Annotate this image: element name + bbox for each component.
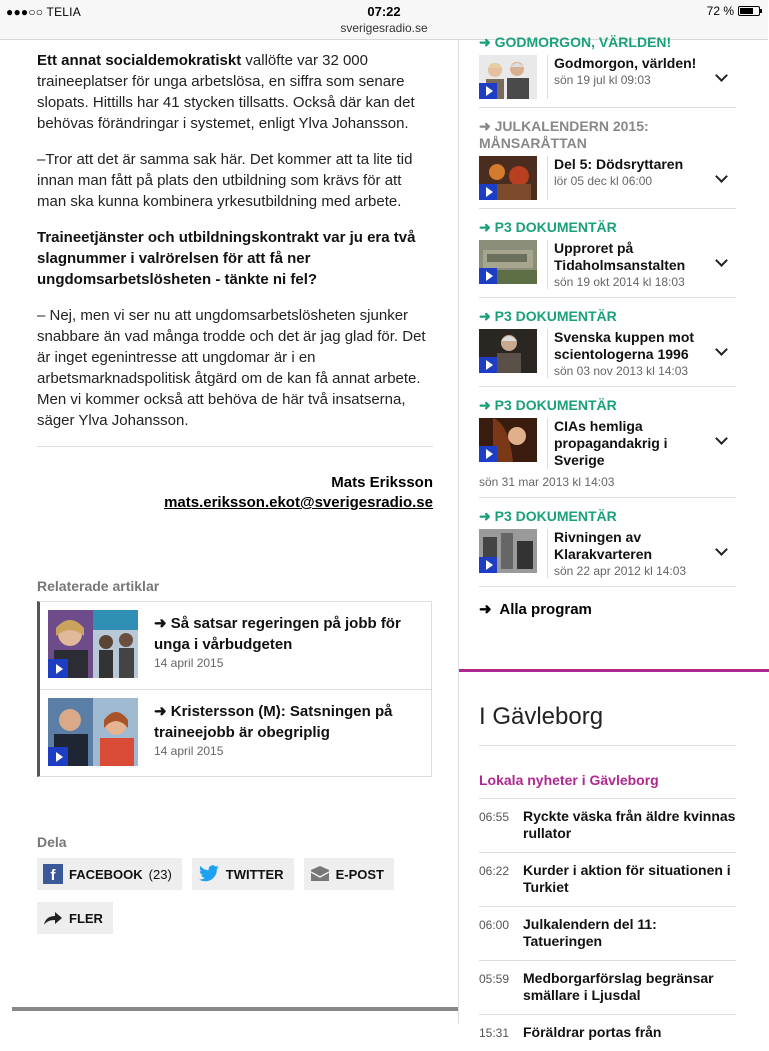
facebook-share-button[interactable]: f FACEBOOK (23) xyxy=(37,858,182,890)
news-item[interactable] xyxy=(479,853,736,907)
program-card[interactable] xyxy=(479,387,736,498)
news-headline[interactable]: Julkalendern del 11: Tatueringen xyxy=(523,916,657,949)
divider xyxy=(37,446,433,447)
program-card[interactable] xyxy=(479,498,736,587)
clock: 07:22 xyxy=(367,4,401,19)
program-date: sön 31 mar 2013 kl 14:03 xyxy=(479,475,615,489)
chevron-down-icon[interactable] xyxy=(715,432,728,445)
news-time: 15:31 xyxy=(479,1026,510,1040)
program-title[interactable]: Del 5: Dödsryttaren xyxy=(554,156,684,172)
news-headline[interactable]: Kurder i aktion för situationen i Turkiet xyxy=(523,862,731,895)
program-title[interactable]: CIAs hemliga propagandakrig i Sverige xyxy=(554,418,668,468)
play-icon[interactable] xyxy=(479,184,497,200)
battery-indicator xyxy=(707,4,760,18)
related-article[interactable] xyxy=(40,689,431,776)
program-title[interactable]: Svenska kuppen mot scientologerna 1996 xyxy=(554,329,695,362)
program-category[interactable]: ➜ P3 DOKUMENTÄR xyxy=(479,397,617,413)
url-bar[interactable]: sverigesradio.se xyxy=(340,21,428,35)
news-time: 05:59 xyxy=(479,972,510,986)
program-thumbnail[interactable] xyxy=(479,529,537,573)
news-time: 06:55 xyxy=(479,810,510,824)
related-date: 14 april 2015 xyxy=(154,656,224,670)
news-time: 06:22 xyxy=(479,864,510,878)
program-card[interactable] xyxy=(479,209,736,298)
share-title: Dela xyxy=(37,834,67,850)
twitter-share-button[interactable]: TWITTER xyxy=(192,858,294,890)
article-column xyxy=(0,40,458,1024)
program-title[interactable]: Upproret på Tidaholmsanstalten xyxy=(554,240,686,273)
program-thumbnail[interactable] xyxy=(479,418,537,462)
program-thumbnail[interactable] xyxy=(479,156,537,200)
news-item[interactable] xyxy=(479,961,736,1015)
play-icon[interactable] xyxy=(48,747,68,766)
program-category[interactable]: ➜ P3 DOKUMENTÄR xyxy=(479,219,617,235)
share-buttons xyxy=(37,858,417,934)
carrier-label: ●●●○○ TELIA xyxy=(6,5,81,19)
related-thumbnail[interactable] xyxy=(48,610,138,678)
all-programs-link[interactable]: ➜ Alla program xyxy=(479,601,592,618)
article-paragraph-4: – Nej, men vi ser nu att ungdomsarbetslösheten sjunker snabbare än vad många trodde och det är jag glad för. Det är inget egenintresse att ungdomar är i en arbetsmarknadspolitisk åtgärd om de kan få annat arbete. Men vi kommer också att behöva de här två insatserna, säger Ylva Johansson. xyxy=(37,307,426,429)
program-category[interactable]: ➜ JULKALENDERN 2015: MÅNSARÅTTAN xyxy=(479,118,649,151)
facebook-count: (23) xyxy=(148,866,172,882)
facebook-icon: f xyxy=(43,864,63,884)
article-paragraph-2: –Tror att det är samma sak här. Det kommer att ta lite tid innan man fått på plats den utbildning som krävs för att man ska kunna kombinera yrkesutbildning med arbete. xyxy=(37,151,413,210)
related-thumbnail[interactable] xyxy=(48,698,138,766)
news-headline[interactable]: Föräldrar portas från xyxy=(523,1024,662,1040)
program-category[interactable]: ➜ GODMORGON, VÄRLDEN! xyxy=(479,34,672,50)
chevron-down-icon[interactable] xyxy=(715,69,728,82)
program-card[interactable] xyxy=(479,34,736,108)
program-date: sön 19 jul kl 09:03 xyxy=(554,73,651,87)
play-icon[interactable] xyxy=(479,268,497,284)
news-item[interactable] xyxy=(479,799,736,853)
author-email-link[interactable]: mats.eriksson.ekot@sverigesradio.se xyxy=(164,494,433,511)
program-thumbnail[interactable] xyxy=(479,329,537,373)
envelope-icon xyxy=(310,866,330,882)
program-thumbnail[interactable] xyxy=(479,240,537,284)
program-date: sön 03 nov 2013 kl 14:03 xyxy=(554,364,689,378)
program-title[interactable]: Rivningen av Klarakvarteren xyxy=(554,529,653,562)
author-name: Mats Eriksson xyxy=(331,474,433,491)
chevron-down-icon[interactable] xyxy=(715,170,728,183)
paragraph-text: vallöfte var 32 000 traineeplatser för unga arbetslösa, en siffra som senare slopats. Hittills har 41 stycken tillsatts. Också där kan det behövas förändringar i systemet, enligt Ylva Johansson. xyxy=(37,52,415,132)
program-thumbnail[interactable] xyxy=(479,55,537,99)
article-paragraph-1 xyxy=(37,50,433,134)
program-date: sön 22 apr 2012 kl 14:03 xyxy=(554,564,687,578)
sidebar xyxy=(458,34,768,1040)
news-item[interactable] xyxy=(479,1015,736,1051)
news-headline[interactable]: Medborgarförslag begränsar smällare i Ljusdal xyxy=(523,970,714,1003)
related-articles-list xyxy=(37,601,432,777)
related-headline[interactable]: ➜ Kristersson (M): Satsningen på traineejobb är obegriplig xyxy=(154,703,393,741)
share-arrow-icon xyxy=(43,910,63,926)
paragraph-bold-lead: Ett annat socialdemokratiskt xyxy=(37,52,242,69)
news-item[interactable] xyxy=(479,907,736,961)
related-article[interactable] xyxy=(40,602,431,689)
related-articles-title: Relaterade artiklar xyxy=(37,578,160,594)
news-headline[interactable]: Ryckte väska från äldre kvinnas rullator xyxy=(523,808,736,841)
related-date: 14 april 2015 xyxy=(154,744,224,758)
chevron-down-icon[interactable] xyxy=(715,343,728,356)
battery-icon xyxy=(738,6,760,16)
region-title: I Gävleborg xyxy=(479,703,736,746)
email-share-button[interactable]: E-POST xyxy=(304,858,394,890)
program-date: sön 19 okt 2014 kl 18:03 xyxy=(554,275,685,289)
play-icon[interactable] xyxy=(479,557,497,573)
related-headline[interactable]: ➜ Så satsar regeringen på jobb för unga i vårbudgeten xyxy=(154,615,401,653)
local-news-title[interactable]: Lokala nyheter i Gävleborg xyxy=(479,772,736,799)
play-icon[interactable] xyxy=(48,659,68,678)
chevron-down-icon[interactable] xyxy=(715,543,728,556)
program-category[interactable]: ➜ P3 DOKUMENTÄR xyxy=(479,308,617,324)
program-category[interactable]: ➜ P3 DOKUMENTÄR xyxy=(479,508,617,524)
news-time: 06:00 xyxy=(479,918,510,932)
play-icon[interactable] xyxy=(479,357,497,373)
program-card[interactable] xyxy=(479,298,736,387)
program-card[interactable] xyxy=(479,108,736,209)
chevron-down-icon[interactable] xyxy=(715,254,728,267)
battery-percent: 72 % xyxy=(706,4,734,18)
twitter-icon xyxy=(198,865,220,883)
byline xyxy=(37,473,433,513)
article-question: Traineetjänster och utbildningskontrakt var ju era två slagnummer i valrörelsen för att få ner ungdomsarbetslösheten - tänkte ni fel? xyxy=(37,229,416,288)
play-icon[interactable] xyxy=(479,83,497,99)
play-icon[interactable] xyxy=(479,446,497,462)
region-accent-bar xyxy=(459,669,769,672)
program-date: lör 05 dec kl 06:00 xyxy=(554,174,653,188)
more-share-button[interactable]: FLER xyxy=(37,902,113,934)
footer-bar xyxy=(12,1007,458,1011)
program-title[interactable]: Godmorgon, världen! xyxy=(554,55,697,71)
